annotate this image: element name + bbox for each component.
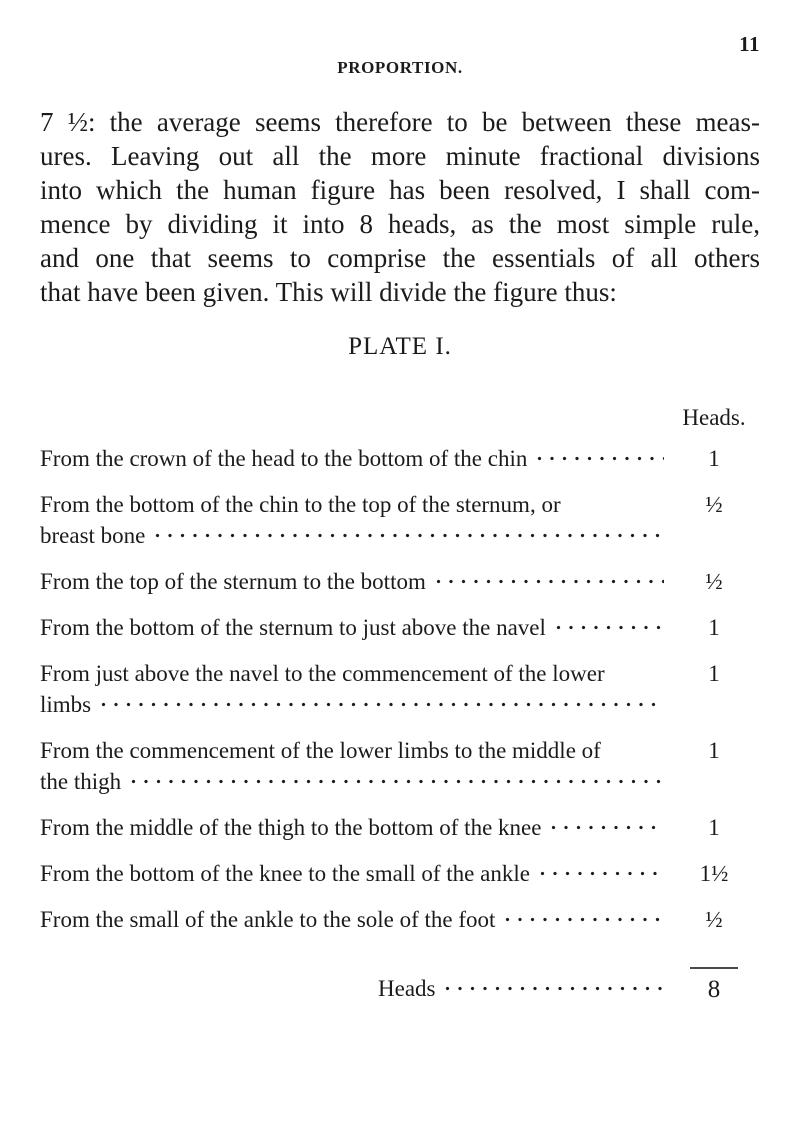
row-description: [40, 658, 668, 720]
table-row: [40, 612, 760, 643]
dot-leader: [540, 858, 664, 889]
row-text: From the bottom of the sternum to just above the navel: [40, 615, 546, 640]
table-row: [40, 658, 760, 720]
total-description: [40, 973, 668, 1004]
dot-leader: [101, 689, 664, 720]
row-text-line: [40, 566, 668, 597]
table-row: [40, 812, 760, 843]
row-text-line: [40, 520, 668, 551]
running-header: PROPORTION.: [337, 58, 463, 77]
table-header-row: [40, 405, 760, 431]
row-text: the thigh: [40, 769, 122, 794]
row-text-line: [40, 812, 668, 843]
table-row: [40, 858, 760, 889]
row-value: 1: [708, 661, 720, 686]
row-text-line: [40, 489, 668, 520]
total-label: Heads: [378, 976, 436, 1001]
row-value: ½: [705, 569, 723, 594]
dot-leader: [155, 520, 664, 551]
table-row: [40, 735, 760, 797]
row-value: 1: [708, 815, 720, 840]
row-description: [40, 566, 668, 597]
dot-leader: [436, 566, 664, 597]
row-text: From the crown of the head to the bottom of the chin: [40, 446, 528, 471]
total-dot-leader: [445, 973, 664, 1004]
row-text-line: [40, 658, 668, 689]
dot-leader: [131, 766, 664, 797]
table-row: [40, 566, 760, 597]
body-paragraph: [40, 105, 760, 309]
plate-title: PLATE I.: [348, 333, 452, 360]
paragraph-line: into which the human figure has been resolved, I shall com-: [40, 175, 760, 205]
row-value: ½: [705, 492, 723, 517]
paragraph-line: ures. Leaving out all the more minute fractional divisions: [40, 141, 760, 171]
row-text-line: [40, 766, 668, 797]
heads-column-header: Heads.: [682, 405, 746, 430]
row-text: From the bottom of the chin to the top of the sternum, or: [40, 492, 561, 517]
row-value: 1: [708, 446, 720, 471]
total-row: [40, 967, 760, 1004]
table-row: [40, 489, 760, 551]
paragraph-line: 7 ½: the average seems therefore to be between these meas-: [40, 107, 760, 137]
dot-leader: [556, 612, 664, 643]
row-description: [40, 735, 668, 797]
row-text: From just above the navel to the commencement of the lower: [40, 661, 605, 686]
paragraph-line: mence by dividing it into 8 heads, as the most simple rule,: [40, 209, 760, 239]
table-row: [40, 904, 760, 935]
row-text: breast bone: [40, 523, 146, 548]
dot-leader: [537, 443, 664, 474]
row-description: [40, 858, 668, 889]
row-description: [40, 612, 668, 643]
row-text: From the commencement of the lower limbs to the middle of: [40, 738, 601, 763]
row-description: [40, 489, 668, 551]
paragraph-line: and one that seems to comprise the essentials of all others: [40, 243, 760, 273]
row-text-line: [40, 612, 668, 643]
row-text: limbs: [40, 692, 92, 717]
measurement-rows: [40, 443, 760, 935]
dot-leader: [505, 904, 664, 935]
row-text: From the small of the ankle to the sole of the foot: [40, 907, 496, 932]
row-description: [40, 443, 668, 474]
row-text: From the middle of the thigh to the bottom of the knee: [40, 815, 542, 840]
row-text-line: [40, 443, 668, 474]
row-text-line: [40, 689, 668, 720]
sum-rule: [690, 967, 738, 969]
row-text-line: [40, 735, 668, 766]
page-number: 11: [739, 32, 760, 56]
row-value: ½: [705, 907, 723, 932]
row-description: [40, 904, 668, 935]
paragraph-line: that have been given. This will divide the figure thus:: [40, 277, 617, 307]
dot-leader: [551, 812, 664, 843]
row-description: [40, 812, 668, 843]
row-text: From the bottom of the knee to the small of the ankle: [40, 861, 530, 886]
row-value: 1½: [699, 861, 729, 886]
measurement-table: [40, 405, 760, 1004]
header-spacer: [40, 405, 668, 431]
row-text-line: [40, 858, 668, 889]
row-text: From the top of the sternum to the bottom: [40, 569, 426, 594]
total-value-cell: [668, 967, 760, 1004]
row-value: 1: [708, 615, 720, 640]
row-value: 1: [708, 738, 720, 763]
row-text-line: [40, 904, 668, 935]
table-row: [40, 443, 760, 474]
total-value: 8: [707, 976, 721, 1003]
